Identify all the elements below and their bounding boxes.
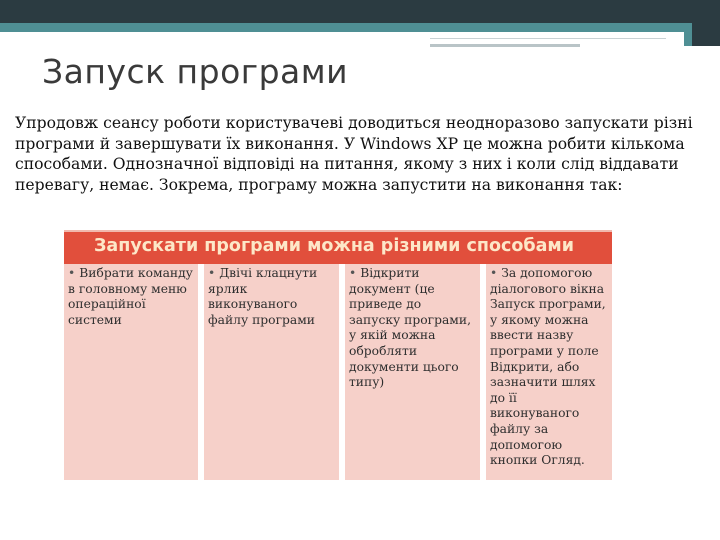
methods-diagram: [64, 230, 612, 480]
decorative-line: [430, 44, 580, 47]
method-text: Вибрати команду в головному меню операційної системи: [68, 266, 193, 327]
method-text: Двічі клацнути ярлик виконуваного файлу програми: [208, 266, 318, 327]
bullet-icon: •: [208, 266, 216, 280]
top-teal-bar: [0, 23, 720, 32]
method-text: За допомогою діалогового вікна Запуск програми, у якому можна ввести назву програми у поле Відкрити, або зазначити шлях до її виконуваного файлу за допомогою кнопки Огляд.: [490, 266, 606, 468]
top-dark-bar: [0, 0, 720, 23]
slide-body-text: Упродовж сеансу роботи користувачеві доводиться неодноразово запускати різні програми й завершувати їх виконання. У Windows XP це можна робити кількома способами. Однозначної відповіді на питання, якому з них і коли слід віддавати перевагу, немає. Зокрема, програму можна запустити на виконання так:: [15, 114, 693, 194]
decorative-line: [430, 38, 666, 39]
diagram-header: [64, 230, 612, 264]
method-column-open-document: [345, 264, 480, 480]
bullet-icon: •: [349, 266, 357, 280]
method-column-shortcut: [204, 264, 339, 480]
slide-title: Запуск програми: [42, 52, 349, 91]
method-text: Відкрити документ (це приведе до запуску програми, у якій можна обробляти документи цього типу): [349, 266, 471, 390]
method-column-run-dialog: [486, 264, 612, 480]
bullet-icon: •: [68, 266, 76, 280]
bullet-icon: •: [490, 266, 498, 280]
corner-teal-block: [684, 23, 692, 46]
diagram-title: Запускати програми можна різними способами: [94, 236, 574, 256]
corner-dark-block: [692, 0, 720, 46]
method-column-start-menu: [64, 264, 198, 480]
